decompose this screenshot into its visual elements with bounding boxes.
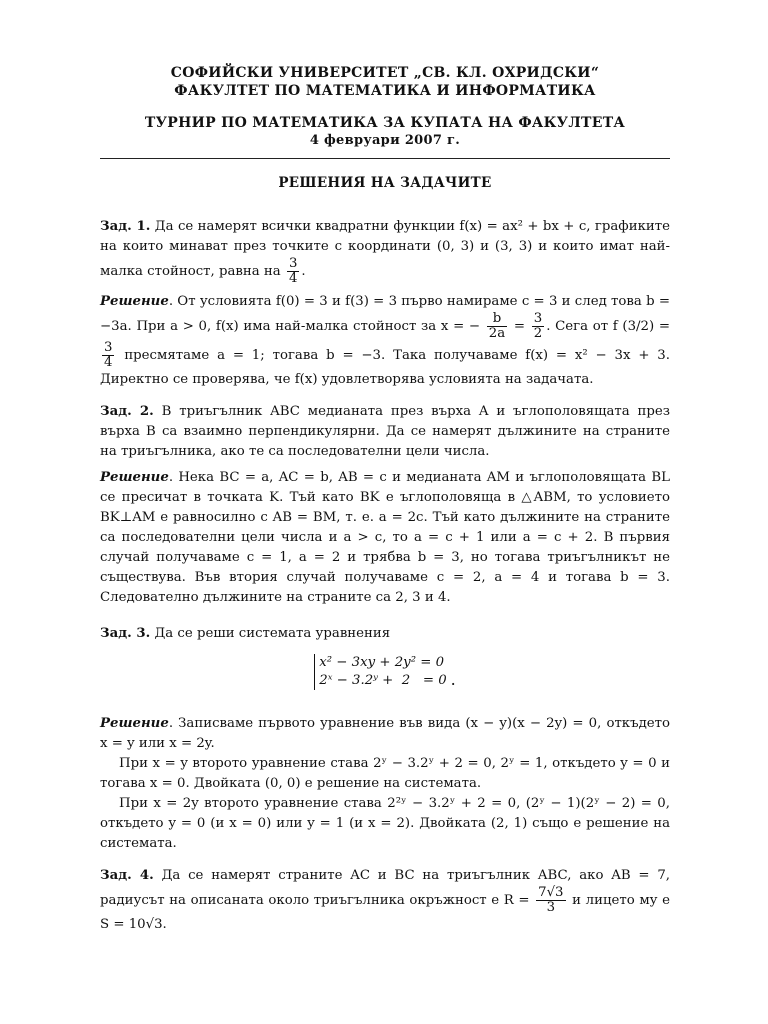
section-title: РЕШЕНИЯ НА ЗАДАЧИТЕ [278,175,492,191]
equation-system: x² − 3xy + 2y² = 0 2ˣ − 3.2ʸ + 2 = 0 . [100,654,670,690]
solution-1-fraction-3-2: $\frac{3}{2}$ [533,311,543,341]
task-1-solution: Решение. От условията f(0) = 3 и f(3) = 3 първо намираме c = 3 и след това b = −3a. При a > 0, f(x) има най-малка стойност за x = − $\frac{b}{2a}$ = $\frac{3}{2}$ . Сега от f (3/2) = $\frac{3}{4}$ пресмятаме a = 1; тогава b = −3. Така получаваме f(x) = x² − 3x + 3. Директно се проверява, че f(x) удовлетворява условията на задачата. [100,294,671,387]
faculty-heading: ФАКУЛТЕТ ПО МАТЕМАТИКА И ИНФОРМАТИКА [174,83,596,99]
task-4-label: Зад. 4. [100,868,154,883]
task-2-text: В триъгълник ABC медианата през върха A и ъглополовящата през върха B са взаимно перпендикулярни. Да се намерят дължините на страните на триъгълника, ако те са последователни цели числа. [100,404,670,459]
solution-1-fraction-3-4: $\frac{3}{4}$ [104,340,113,370]
solution-1-fraction-b: $\frac{b}{2a}$ [488,311,506,341]
equation-1: x² − 3xy + 2y² = 0 [319,655,445,670]
task-1-statement: Зад. 1. Да се намерят всички квадратни функции f(x) = ax² + bx + c, графиките на които минават през точките с координати (0, 3) и (3, 3) и които имат най-малка стойност, равна на $\frac{3}{4}$ . [100,219,670,286]
task-3-solution: Решение. Записваме първото уравнение във вида (x − y)(x − 2y) = 0, откъдето x = y или x = 2y. [100,716,670,751]
document-page [100,64,670,935]
header-rule [100,158,670,159]
task-2-label: Зад. 2. [100,404,154,419]
task-2-solution: Решение. Нека BC = a, AC = b, AB = c и медианата AM и ъглополовящата BL се пресичат в точката K. Тъй като BK е ъглополовяща в △ABM, то условието BK⊥AM е равносилно с AB = BM, т. е. a = 2c. Тъй като дължините на страните са последователни цели числа и a > c, то a = c + 1 или a = c + 2. В първия случай получаваме c = 1, a = 2 и трябва b = 3, но тогава триъгълникът не съществува. Във втория случай получаваме c = 2, a = 4 и тогава b = 3. Следователно дължините на страните са 2, 3 и 4. [100,470,670,605]
solution-3-label: Решение [100,716,169,731]
task-1-label: Зад. 1. [100,219,151,234]
task-3-solution-case-1: При x = y второто уравнение става 2ʸ − 3.2ʸ + 2 = 0, 2ʸ = 1, откъдето y = 0 и тогава x = 0. Двойката (0, 0) е решение на системата. [100,756,670,791]
task-3-statement [100,624,670,644]
task-2-statement [100,402,670,462]
equation-2: 2ˣ − 3.2ʸ + 2 = 0 [319,673,447,688]
solution-2-label: Решение [100,470,169,485]
date-heading: 4 февруари 2007 г. [309,133,461,148]
university-heading: СОФИЙСКИ УНИВЕРСИТЕТ „СВ. КЛ. ОХРИДСКИ“ [170,65,600,81]
task-4-fraction: $\frac{7√3}{3}$ [538,885,564,915]
solution-1-label: Решение [100,294,169,309]
task-3-text: Да се реши системата уравнения [154,626,391,641]
tournament-heading: ТУРНИР ПО МАТЕМАТИКА ЗА КУПАТА НА ФАКУЛТЕТА [144,115,626,131]
task-4-statement: Зад. 4. Да се намерят страните AC и BC на триъгълник ABC, ако AB = 7, радиусът на описаната около триъгълника окръжност е R = $\frac{7√3}{3}$ и лицето му е S = 10√3. [100,868,671,932]
task-3-label: Зад. 3. [100,626,151,641]
task-1-fraction: $\frac{3}{4}$ [288,256,298,286]
task-1-text: Да се намерят всички квадратни функции f(x) = ax² + bx + c, графиките на които минават през точките с координати (0, 3) и (3, 3) и които имат най-малка стойност, равна на [100,219,670,279]
task-3-solution-case-2: При x = 2y второто уравнение става 2²ʸ − 3.2ʸ + 2 = 0, (2ʸ − 1)(2ʸ − 2) = 0, откъдето y = 0 (и x = 0) или y = 1 (и x = 2). Двойката (2, 1) също е решение на системата. [100,796,670,851]
